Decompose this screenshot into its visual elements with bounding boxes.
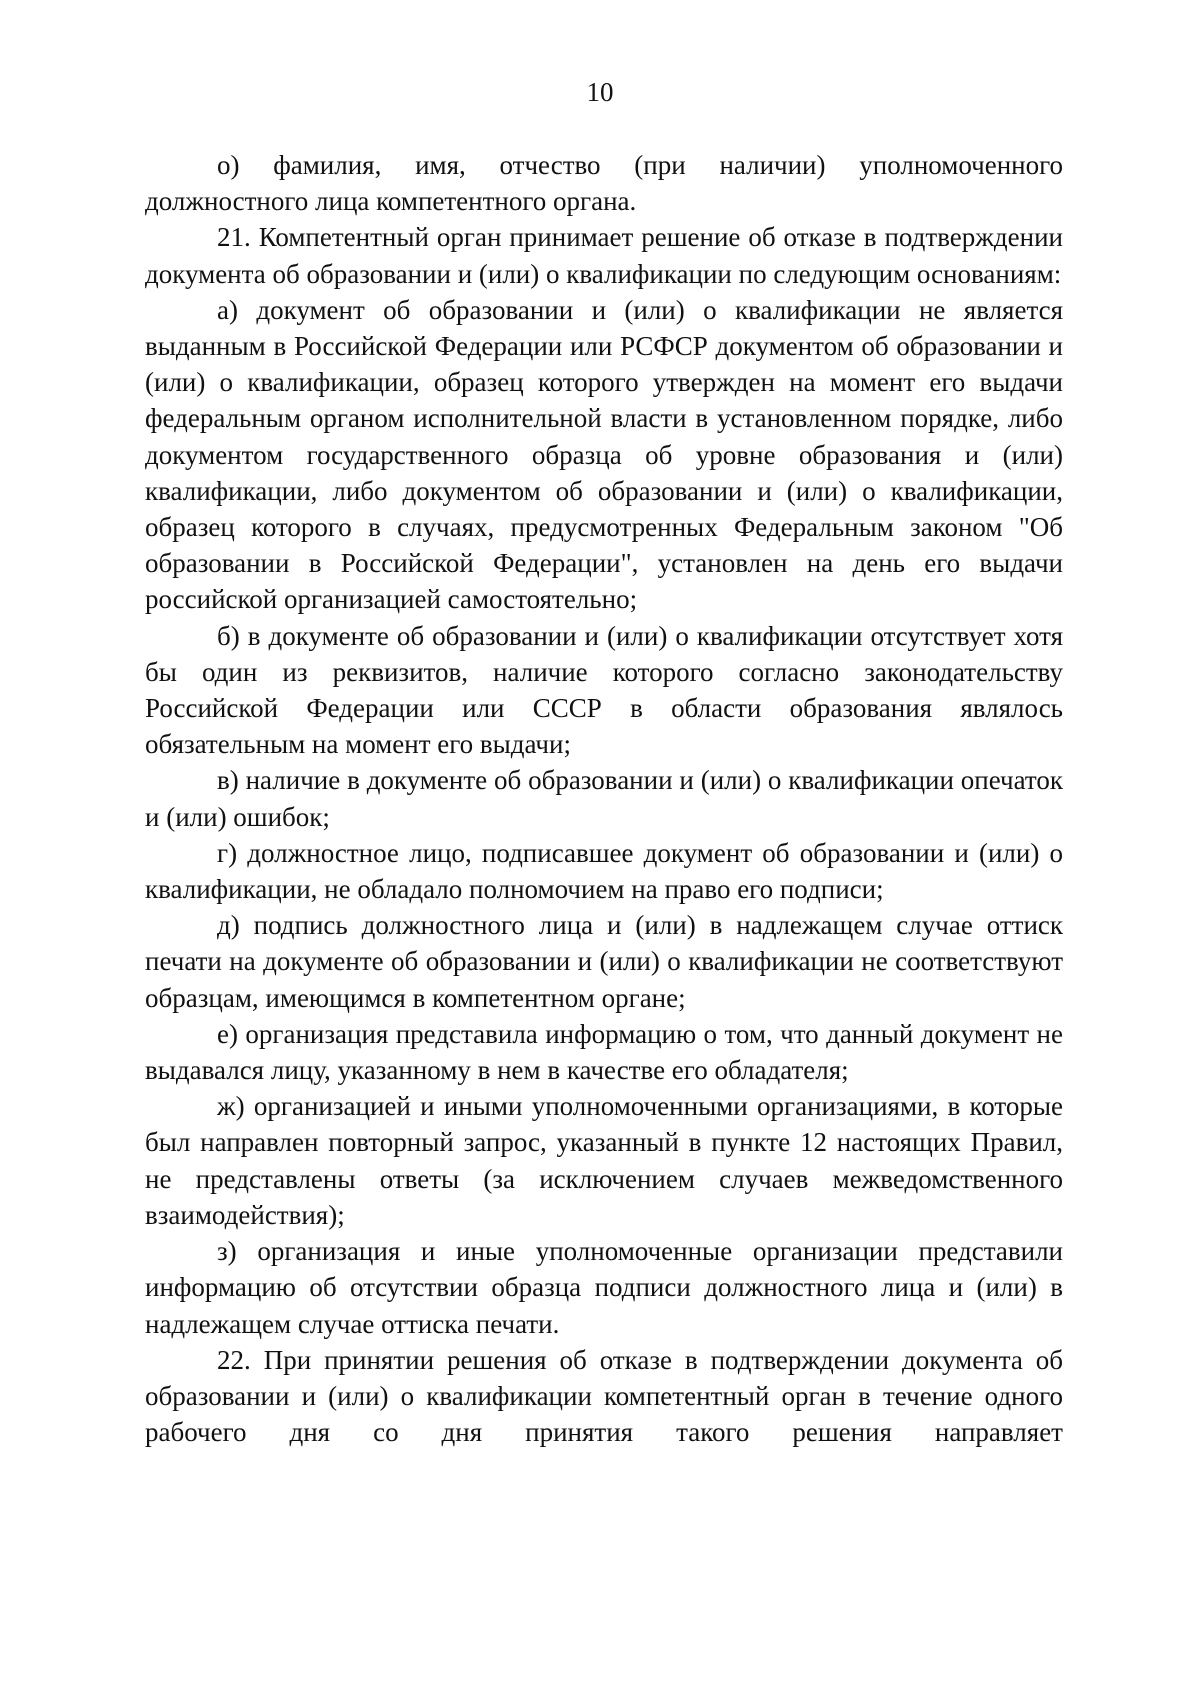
paragraph-item-d: д) подпись должностного лица и (или) в надлежащем случае оттиск печати на документе об образовании и (или) о квалификации не соответствуют образцам, имеющимся в компетентном органе; (145, 910, 1063, 1013)
paragraph-item-v: в) наличие в документе об образовании и (или) о квалификации опечаток и (или) ошибок; (145, 765, 1063, 832)
document-body (145, 147, 1063, 1450)
paragraph-item-b: б) в документе об образовании и (или) о квалификации отсутствует хотя бы один из реквизитов, наличие которого согласно законодательству Российской Федерации или СССР в области образования являлось обязательным на момент его выдачи; (145, 620, 1063, 760)
paragraph-item-z: з) организация и иные уполномоченные организации представили информацию об отсутствии образца подписи должностного лица и (или) в надлежащем случае оттиска печати. (145, 1236, 1063, 1339)
page-number: 10 (586, 77, 614, 107)
paragraph-item-a: а) документ об образовании и (или) о квалификации не является выданным в Российской Федерации или РСФСР документом об образовании и (или) о квалификации, образец которого утвержден на момент его выдачи федеральным органом исполнительной власти в установленном порядке, либо документом государственного образца об уровне образования и (или) квалификации, либо документом об образовании и (или) о квалификации, образец которого в случаях, предусмотренных Федеральным законом "Об образовании в Российской Федерации", установлен на день его выдачи российской организацией самостоятельно; (145, 294, 1063, 615)
paragraph-item-g: г) должностное лицо, подписавшее документ об образовании и (или) о квалификации, не обладало полномочием на право его подписи; (145, 837, 1063, 905)
paragraph-item-o: о) фамилия, имя, отчество (при наличии) уполномоченного должностного лица компетентного органа. (145, 150, 1063, 217)
paragraph-clause-22: 22. При принятии решения об отказе в подтверждении документа об образовании и (или) о квалификации компетентный орган в течение одного рабочего дня со дня принятия такого решения направляет (145, 1344, 1063, 1448)
paragraph-clause-21: 21. Компетентный орган принимает решение об отказе в подтверждении документа об образовании и (или) о квалификации по следующим основаниям: (145, 222, 1063, 289)
paragraph-item-zh: ж) организацией и иными уполномоченными организациями, в которые был направлен повторный запрос, указанный в пункте 12 настоящих Правил, не представлены ответы (за исключением случаев межведомственного взаимодействия); (145, 1091, 1063, 1230)
paragraph-item-e: е) организация представила информацию о том, что данный документ не выдавался лицу, указанному в нем в качестве его обладателя; (145, 1018, 1063, 1086)
